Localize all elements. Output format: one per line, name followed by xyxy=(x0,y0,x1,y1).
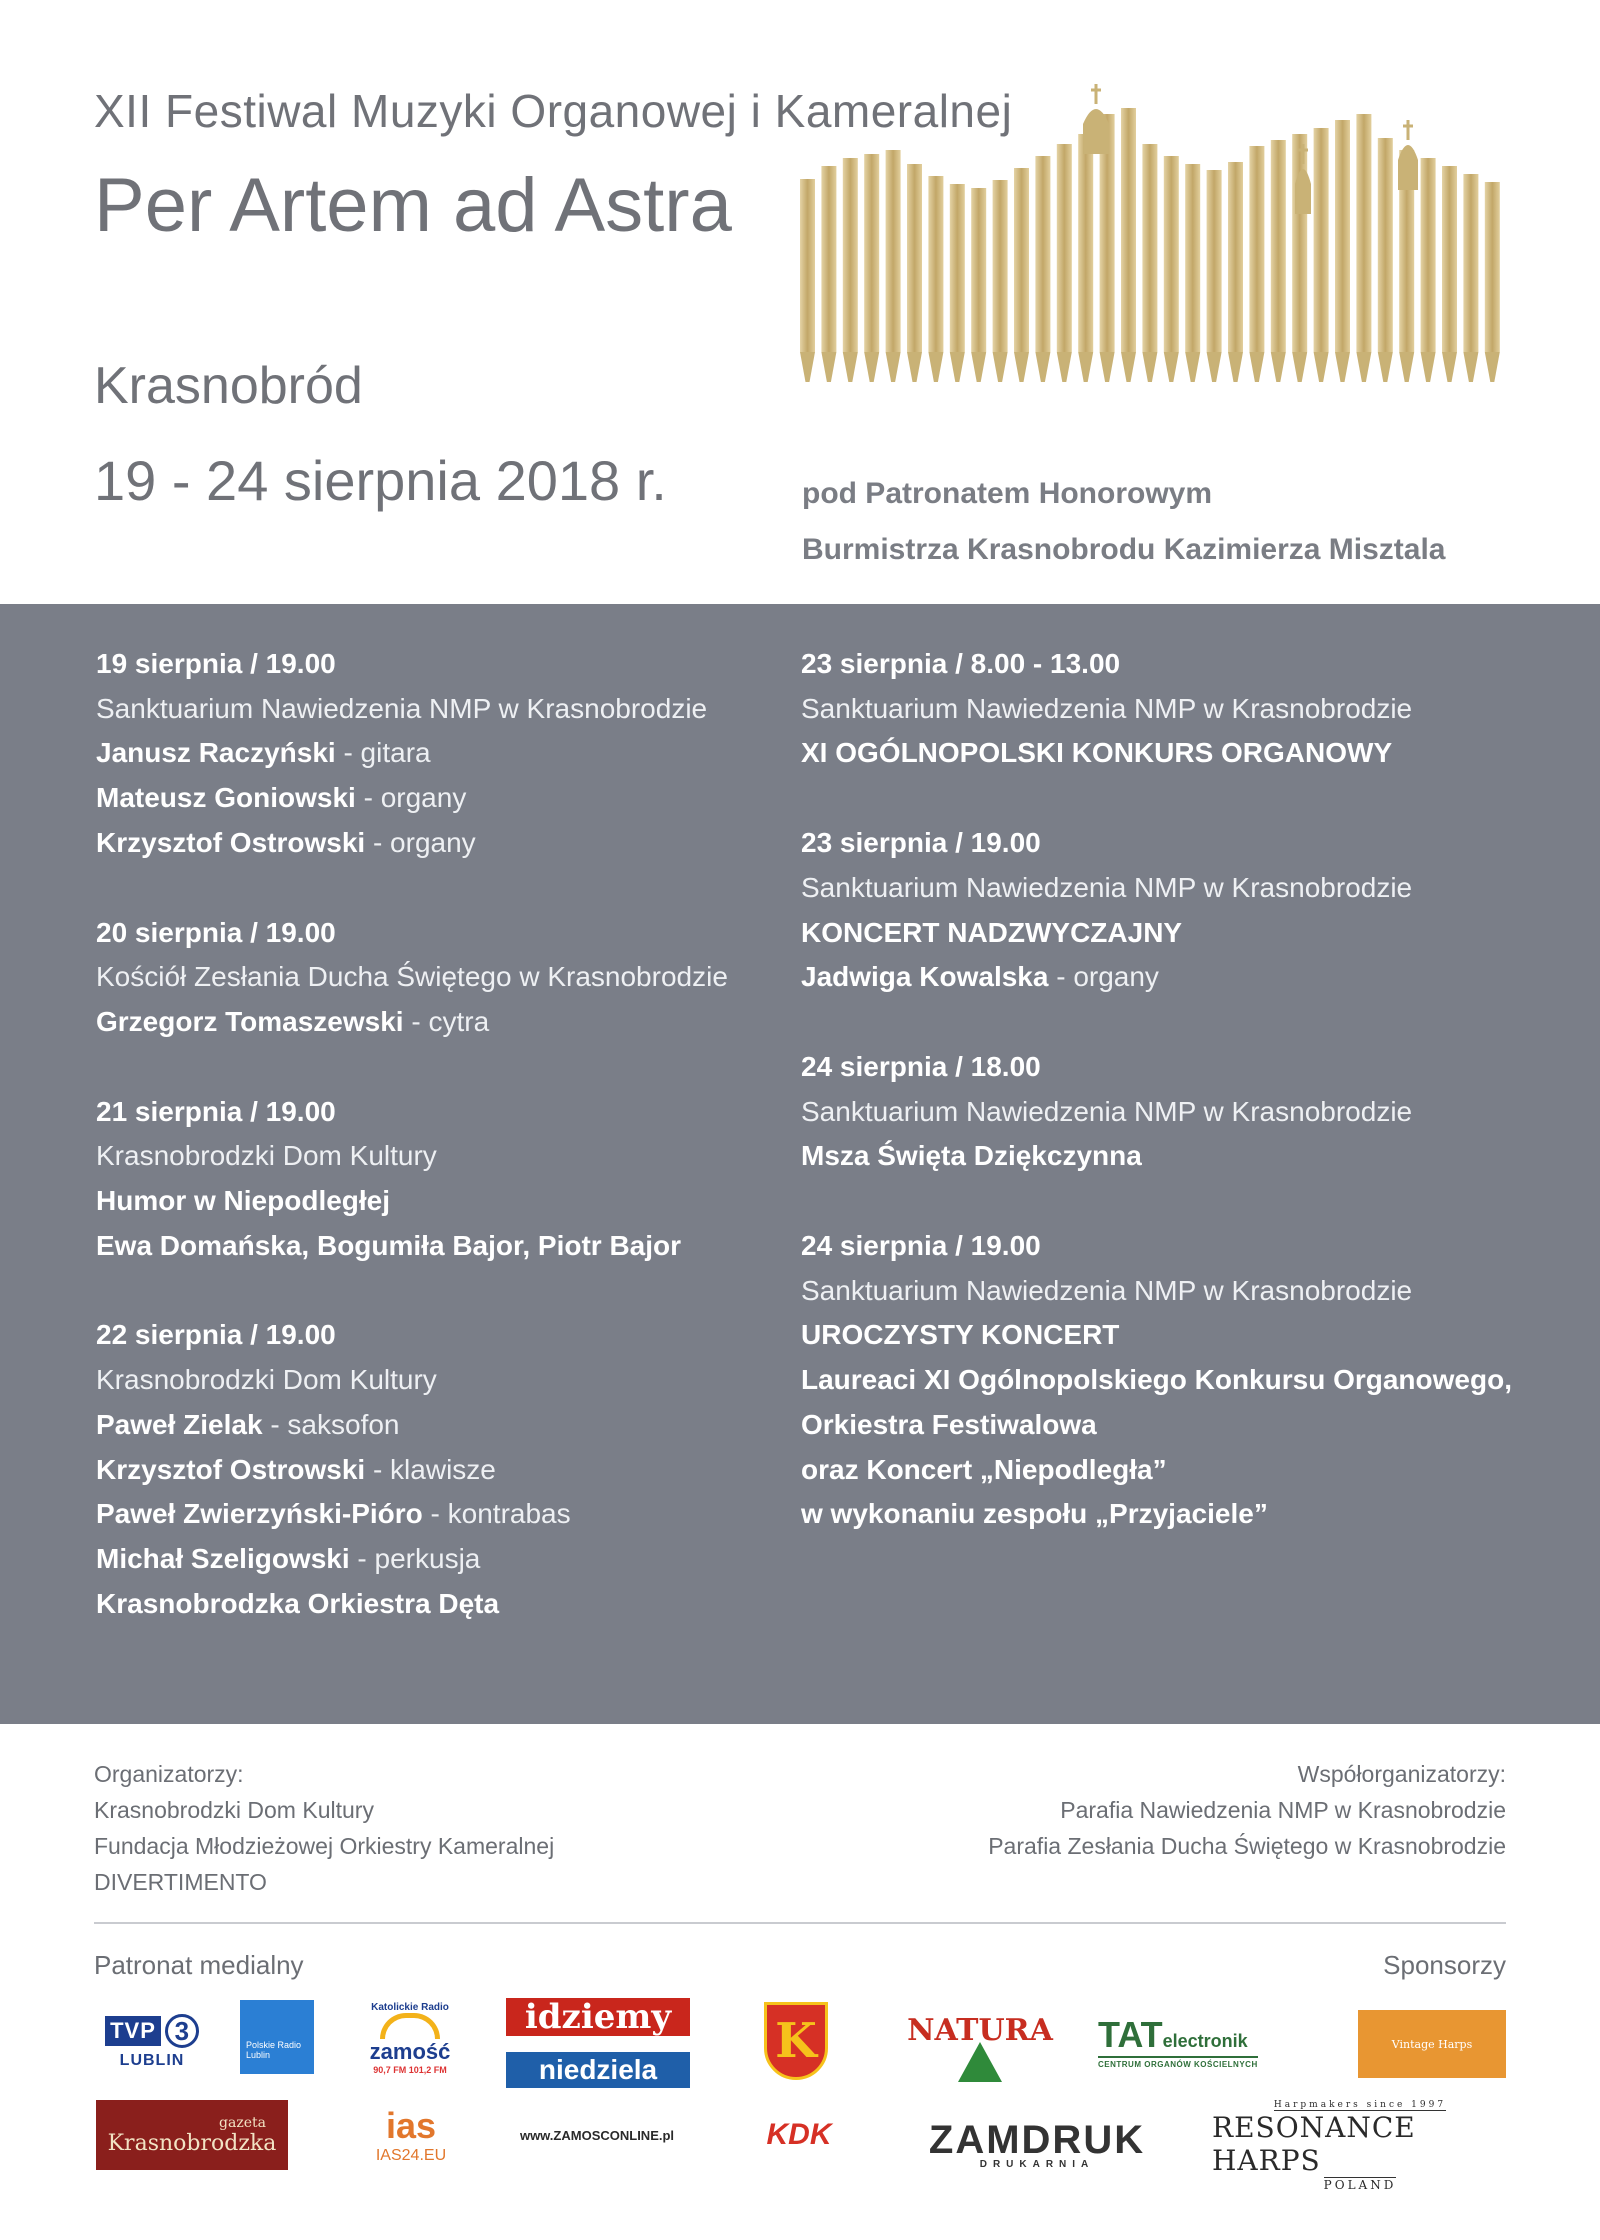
tvp-wordmark: TVP xyxy=(105,2016,161,2046)
organ-pipe xyxy=(1271,140,1286,352)
event-performer xyxy=(801,1448,1561,1493)
organ-pipe xyxy=(907,164,922,352)
organ-pipe-foot xyxy=(886,352,901,382)
zamdruk-logo xyxy=(908,2118,1166,2170)
performer-name: Orkiestra Festiwalowa xyxy=(801,1408,1097,1440)
performer-name: Janusz Raczyński xyxy=(96,737,336,769)
natura-wordmark: NATURA xyxy=(907,2012,1053,2048)
tat-tagline: CENTRUM ORGANÓW KOŚCIELNYCH xyxy=(1098,2056,1258,2069)
organ-pipe-foot xyxy=(1035,352,1050,382)
festival-title: XII Festiwal Muzyki Organowej i Kameralnej xyxy=(94,85,1013,137)
organ-pipe-foot xyxy=(1485,352,1500,382)
performer-role: - perkusja xyxy=(349,1542,481,1574)
event-performer xyxy=(96,821,776,866)
organ-pipe-foot xyxy=(1314,352,1329,382)
event-date: 23 sierpnia / 19.00 xyxy=(801,827,1041,859)
gazeta-krasnobrodzka-logo xyxy=(96,2100,288,2170)
organ-pipe-foot xyxy=(1078,352,1093,382)
organ-pipe xyxy=(886,150,901,352)
tvp3-lublin-logo xyxy=(94,2006,210,2078)
performer-name: XI OGÓLNOPOLSKI KONKURS ORGANOWY xyxy=(801,737,1393,769)
organ-pipe xyxy=(1314,128,1329,352)
organ-pipe-foot xyxy=(1228,352,1243,382)
organ-pipe-foot xyxy=(950,352,965,382)
organ-pipe xyxy=(843,158,858,352)
idziemy-logo: idziemy xyxy=(506,1998,690,2036)
event-date: 24 sierpnia / 19.00 xyxy=(801,1230,1041,1262)
event-venue: Kościół Zesłania Ducha Świętego w Krasnobrodzie xyxy=(96,961,728,993)
coorganizer-item: Parafia Nawiedzenia NMP w Krasnobrodzie xyxy=(1060,1797,1506,1823)
tat-suffix: electronik xyxy=(1162,2030,1248,2051)
krasnobrod-coat-of-arms: K xyxy=(764,2002,828,2080)
organ-pipe-foot xyxy=(1271,352,1286,382)
kdk-logo: KDK xyxy=(766,2118,832,2151)
organ-pipe-foot xyxy=(907,352,922,382)
performer-role: - organy xyxy=(365,826,476,858)
event-venue: Sanktuarium Nawiedzenia NMP w Krasnobrodzie xyxy=(801,1095,1413,1127)
program-column-right xyxy=(801,642,1561,1582)
performer-name: Paweł Zwierzyński-Pióro xyxy=(96,1498,423,1530)
organ-pipe xyxy=(1057,144,1072,352)
gazeta-title: Krasnobrodzka xyxy=(107,2130,277,2156)
vintage-harps-logo: Vintage Harps xyxy=(1358,2010,1506,2078)
performer-name: Humor w Niepodległej xyxy=(96,1185,391,1217)
natura-logo xyxy=(907,2002,1053,2092)
organ-pipe xyxy=(800,179,815,352)
zamosconline-url: www.ZAMOSCONLINE.pl xyxy=(519,2127,675,2143)
radio-zamosc-top: Katolickie Radio xyxy=(371,2001,449,2013)
organ-pipe xyxy=(1207,170,1222,352)
organ-pipe-foot xyxy=(1249,352,1264,382)
event-performer xyxy=(96,776,776,821)
event-venue: Krasnobrodzki Dom Kultury xyxy=(96,1364,437,1396)
program-schedule xyxy=(0,604,1600,1724)
event-venue: Sanktuarium Nawiedzenia NMP w Krasnobrodzie xyxy=(801,1274,1413,1306)
organ-pipe xyxy=(1335,120,1350,352)
event-performer xyxy=(801,955,1561,1000)
organ-pipe xyxy=(1378,138,1393,352)
tat-main-text: TAT xyxy=(1098,2013,1163,2055)
sponsors-label: Sponsorzy xyxy=(1383,1950,1506,1980)
performer-name: Michał Szeligowski xyxy=(96,1542,350,1574)
event-performer xyxy=(801,731,1561,776)
performer-name: oraz Koncert „Niepodległa” xyxy=(801,1453,1167,1485)
tat-electronik-logo xyxy=(1098,2010,1270,2072)
performer-role: - kontrabas xyxy=(422,1498,571,1530)
radio-waves-icon xyxy=(380,2013,440,2039)
organ-pipe-foot xyxy=(1421,352,1436,382)
ias-wordmark: ias xyxy=(385,2105,437,2146)
organ-pipe xyxy=(1442,166,1457,352)
patronage-line-2: Burmistrza Krasnobrodu Kazimierza Misztala xyxy=(802,533,1446,566)
organ-pipe-foot xyxy=(1185,352,1200,382)
organ-pipe xyxy=(1292,134,1307,352)
performer-name: UROCZYSTY KONCERT xyxy=(801,1319,1120,1351)
tvp-channel-number: 3 xyxy=(165,2014,199,2048)
organ-pipe xyxy=(864,154,879,352)
performer-name: Ewa Domańska, Bogumiła Bajor, Piotr Bajor xyxy=(96,1229,682,1261)
event-performer xyxy=(801,911,1561,956)
program-event xyxy=(801,1045,1561,1179)
performer-name: Laureaci XI Ogólnopolskiego Konkursu Organowego, xyxy=(801,1364,1512,1396)
event-performer xyxy=(801,1358,1561,1403)
organ-pipe-foot xyxy=(1463,352,1478,382)
event-performer xyxy=(96,1492,776,1537)
event-performer xyxy=(96,1224,776,1269)
program-event xyxy=(801,642,1561,776)
tvp-region: LUBLIN xyxy=(119,2052,185,2069)
program-column-left xyxy=(96,642,776,1671)
niedziela-logo: niedziela xyxy=(506,2052,690,2088)
festival-city: Krasnobród xyxy=(94,357,363,415)
event-venue: Sanktuarium Nawiedzenia NMP w Krasnobrodzie xyxy=(96,692,708,724)
harps-country: POLAND xyxy=(1323,2178,1397,2192)
performer-name: KONCERT NADZWYCZAJNY xyxy=(801,916,1183,948)
organ-pipe-foot xyxy=(1292,352,1307,382)
organizers-label: Organizatorzy: xyxy=(94,1761,244,1787)
event-performer xyxy=(96,731,776,776)
event-performer xyxy=(96,1000,776,1045)
event-venue: Krasnobrodzki Dom Kultury xyxy=(96,1140,437,1172)
event-date: 23 sierpnia / 8.00 - 13.00 xyxy=(801,648,1121,679)
festival-dates: 19 - 24 sierpnia 2018 r. xyxy=(94,449,667,512)
harps-since: Harpmakers since 1997 xyxy=(1273,2100,1447,2110)
organ-pipe xyxy=(1228,162,1243,352)
program-event xyxy=(801,1224,1561,1537)
organ-pipe-foot xyxy=(1356,352,1371,382)
organ-pipe-foot xyxy=(800,352,815,382)
performer-name: Grzegorz Tomaszewski xyxy=(96,1005,404,1037)
performer-name: Krzysztof Ostrowski xyxy=(96,1453,366,1485)
performer-name: Krasnobrodzka Orkiestra Dęta xyxy=(96,1587,500,1619)
organ-pipe xyxy=(1014,168,1029,352)
organ-pipe xyxy=(1249,146,1264,352)
event-performer xyxy=(801,1313,1561,1358)
organizers-block xyxy=(94,1756,554,1900)
performer-name: Jadwiga Kowalska xyxy=(801,961,1049,993)
performer-name: Krzysztof Ostrowski xyxy=(96,826,366,858)
coorganizers-block xyxy=(988,1756,1506,1864)
radio-zamosc-frequency: 90,7 FM 101,2 FM xyxy=(373,2064,447,2075)
event-performer xyxy=(96,1582,776,1627)
zamdruk-tagline: DRUKARNIA xyxy=(979,2159,1095,2170)
organ-pipe-foot xyxy=(843,352,858,382)
program-event xyxy=(96,1313,776,1626)
event-venue: Sanktuarium Nawiedzenia NMP w Krasnobrodzie xyxy=(801,692,1413,724)
event-date: 19 sierpnia / 19.00 xyxy=(96,648,336,679)
organ-pipe-foot xyxy=(1207,352,1222,382)
performer-name: w wykonaniu zespołu „Przyjaciele” xyxy=(801,1498,1268,1530)
organ-pipe-foot xyxy=(864,352,879,382)
event-venue: Sanktuarium Nawiedzenia NMP w Krasnobrodzie xyxy=(801,871,1413,903)
organ-pipe xyxy=(1185,164,1200,352)
performer-name: Mateusz Goniowski xyxy=(96,782,356,814)
organ-pipe-foot xyxy=(1121,352,1136,382)
organ-pipe xyxy=(1078,134,1093,352)
organ-pipe xyxy=(1421,158,1436,352)
organ-pipe-foot xyxy=(1100,352,1115,382)
organ-pipe xyxy=(993,180,1008,352)
performer-role: - saksofon xyxy=(262,1408,400,1440)
zamdruk-wordmark: ZAMDRUK xyxy=(928,2118,1146,2162)
honorary-patronage xyxy=(802,466,1446,578)
zamosconline-logo xyxy=(508,2106,686,2164)
organizer-item: DIVERTIMENTO xyxy=(94,1869,267,1895)
organ-pipe xyxy=(971,188,986,352)
organ-pipe-foot xyxy=(993,352,1008,382)
program-event xyxy=(96,642,776,866)
organ-pipe xyxy=(1356,114,1371,352)
event-performer xyxy=(96,1403,776,1448)
footer-divider xyxy=(94,1922,1506,1924)
organizer-item: Krasnobrodzki Dom Kultury xyxy=(94,1797,374,1823)
program-event xyxy=(801,821,1561,1000)
organ-pipe-foot xyxy=(1335,352,1350,382)
event-performer xyxy=(96,1179,776,1224)
organ-pipe xyxy=(1035,156,1050,352)
performer-name: Msza Święta Dziękczynna xyxy=(801,1140,1142,1172)
organ-pipe-foot xyxy=(1442,352,1457,382)
ias24-logo xyxy=(362,2098,460,2172)
event-performer xyxy=(801,1134,1561,1179)
festival-motto: Per Artem ad Astra xyxy=(94,163,732,248)
performer-role: - cytra xyxy=(403,1005,490,1037)
organ-pipe-foot xyxy=(1399,352,1414,382)
tree-icon xyxy=(958,2042,1002,2082)
resonance-harps-logo xyxy=(1212,2100,1508,2192)
media-patronage-label: Patronat medialny xyxy=(94,1950,304,1980)
tat-wordmark xyxy=(1098,2014,1248,2056)
organ-pipe xyxy=(821,166,836,352)
cross-icon xyxy=(1091,84,1101,104)
organ-pipe xyxy=(1142,144,1157,352)
coorganizers-label: Współorganizatorzy: xyxy=(1297,1761,1506,1787)
event-date: 22 sierpnia / 19.00 xyxy=(96,1319,336,1351)
program-event xyxy=(96,1090,776,1269)
radio-zamosc-name: zamość xyxy=(369,2038,451,2064)
organ-pipe-foot xyxy=(971,352,986,382)
event-date: 21 sierpnia / 19.00 xyxy=(96,1095,336,1127)
event-performer xyxy=(801,1403,1561,1448)
organ-pipe-group xyxy=(800,84,1500,382)
event-date: 24 sierpnia / 18.00 xyxy=(801,1050,1041,1082)
radio-zamosc-logo xyxy=(360,2000,460,2076)
organ-pipe xyxy=(950,184,965,352)
program-event xyxy=(96,911,776,1045)
event-date: 20 sierpnia / 19.00 xyxy=(96,916,336,948)
event-performer xyxy=(801,1492,1561,1537)
organ-pipe-foot xyxy=(821,352,836,382)
event-performer xyxy=(96,1537,776,1582)
performer-name: Paweł Zielak xyxy=(96,1408,263,1440)
cross-icon xyxy=(1403,120,1413,140)
ias-url: IAS24.EU xyxy=(375,2147,447,2164)
organ-pipe-foot xyxy=(1057,352,1072,382)
organ-pipe xyxy=(1463,174,1478,352)
performer-role: - organy xyxy=(1048,961,1159,993)
organ-pipe xyxy=(1164,156,1179,352)
coorganizer-item: Parafia Zesłania Ducha Świętego w Krasnobrodzie xyxy=(988,1833,1506,1859)
event-performer xyxy=(96,1448,776,1493)
organ-pipes-illustration xyxy=(796,84,1508,414)
organ-pipe-foot xyxy=(928,352,943,382)
organ-pipe xyxy=(1485,182,1500,352)
organ-pipe-foot xyxy=(1164,352,1179,382)
organizer-item: Fundacja Młodzieżowej Orkiestry Kameralnej xyxy=(94,1833,555,1859)
radio-lublin-logo: Polskie Radio Lublin xyxy=(240,2000,314,2074)
organ-pipe xyxy=(1121,108,1136,352)
performer-role: - klawisze xyxy=(365,1453,496,1485)
performer-role: - organy xyxy=(355,782,467,814)
organ-pipe-foot xyxy=(1378,352,1393,382)
organ-pipe-foot xyxy=(1014,352,1029,382)
patronage-line-1: pod Patronatem Honorowym xyxy=(802,477,1213,510)
organ-pipe xyxy=(928,176,943,352)
performer-role: - gitara xyxy=(335,737,431,769)
organ-pipe-foot xyxy=(1142,352,1157,382)
harps-wordmark: RESONANCE HARPS xyxy=(1212,2111,1416,2177)
gazeta-label: gazeta xyxy=(219,2114,266,2131)
